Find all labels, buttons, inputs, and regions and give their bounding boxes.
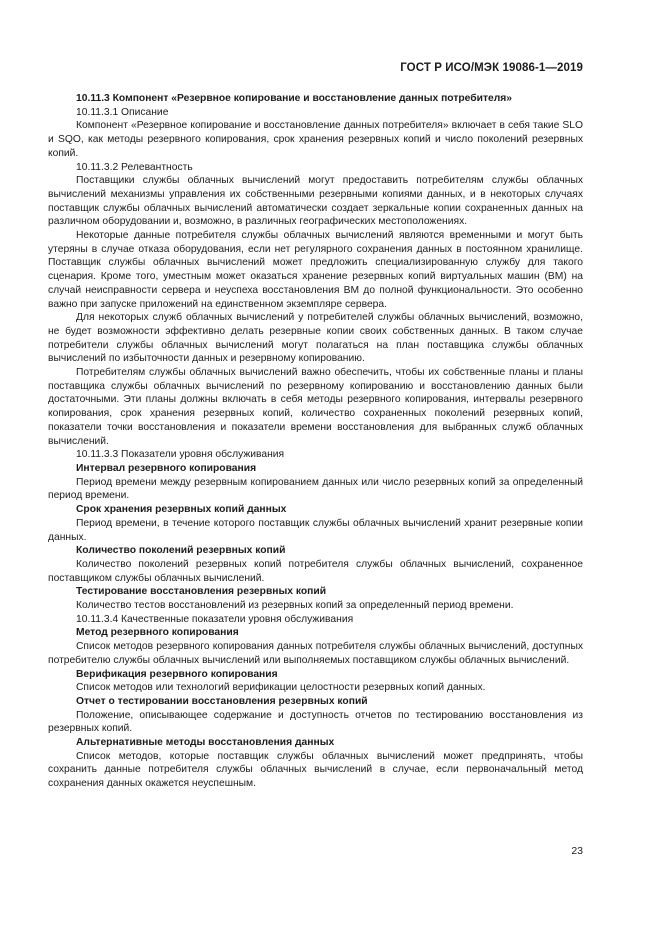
section-heading: 10.11.3 Компонент «Резервное копирование и восстановление данных потребителя» (76, 93, 512, 104)
body-paragraph: Количество тестов восстановлений из резервных копий за определенный период времени. (76, 600, 514, 612)
subheading: Отчет о тестировании восстановления резервных копий (76, 695, 368, 707)
body-paragraph: Список методов или технологий верификации целостности резервных копий данных. (76, 682, 486, 694)
page-number: 23 (571, 845, 583, 857)
section-number: 10.11.3.4 Качественные показатели уровня обслуживания (76, 613, 354, 625)
subheading: Метод резервного копирования (76, 627, 239, 639)
subheading: Тестирование восстановления резервных копий (76, 586, 327, 598)
body-paragraph: Период времени, в течение которого поставщик службы облачных вычислений хранит резервные копии данных. (48, 517, 583, 543)
subheading: Срок хранения резервных копий данных (76, 504, 287, 516)
body-paragraph: Для некоторых служб облачных вычислений у потребителей службы облачных вычислений, возможно, не будет возможности эффективно делать резервные копии своих собственных данных. В таком случае потребители службы облачных вычислений могут полагаться на план поставщика службы облачных вычислений по избыточности данных и резервному копированию. (48, 312, 583, 365)
body-paragraph: Количество поколений резервных копий потребителя службы облачных вычислений, сохраненное поставщиком службы облачных вычислений. (48, 558, 583, 584)
subheading: Альтернативные методы восстановления данных (76, 737, 335, 749)
body-paragraph: Период времени между резервным копированием данных или число резервных копий за определенный период времени. (48, 476, 583, 502)
body-paragraph: Список методов резервного копирования данных потребителя службы облачных вычислений, доступных потребителю службы облачных вычислений или выполняемых поставщиком службы облачных вычислений. (48, 641, 583, 666)
section-number: 10.11.3.3 Показатели уровня обслуживания (76, 449, 285, 461)
body-paragraph: Положение, описывающее содержание и доступность отчетов по тестированию восстановления из резервных копий. (48, 709, 583, 735)
subheading: Интервал резервного копирования (76, 462, 257, 474)
body-paragraph: Поставщики службы облачных вычислений могут предоставить потребителям службы облачных вычислений механизмы управления их собственными резервными копиями данных, и в некоторых случаях поставщик службы облачных вычислений автоматически создает зеркальные копии сохраненных данных на различном оборудовании и, возможно, в различных географических местоположениях. (48, 175, 583, 228)
subheading: Верификация резервного копирования (76, 668, 278, 680)
body-paragraph: Некоторые данные потребителя службы облачных вычислений являются временными и могут быть утеряны в случае отказа оборудования, если нет регулярного сохранения данных в постоянном хранилище. Поставщик службы облачных вычислений может предложить специализированную службу для такого сценария. Кроме того, уместным может оказаться хранение резервных копий виртуальных машин (ВМ) на случай неисправности сервера и неуспеха восстановления ВМ до полной функциональности. Это особенно важно при запуске приложений на единственном экземпляре сервера. (48, 230, 583, 310)
body-paragraph: Потребителям службы облачных вычислений важно обеспечить, чтобы их собственные планы и планы поставщика службы облачных вычислений по резервному копированию и восстановлению данных были достаточными. Эти планы должны включать в себя методы резервного копирования, интервалы резервного копирования, срок хранения резервных копий, количество сохраненных поколений резервных копий, показатели точки восстановления и показатели времени восстановления для выбранных служб облачных вычислений. (48, 367, 583, 447)
subheading: Количество поколений резервных копий (76, 545, 286, 557)
section-number: 10.11.3.2 Релевантность (76, 161, 193, 173)
document-body (48, 92, 583, 791)
body-paragraph: Компонент «Резервное копирование и восстановление данных потребителя» включает в себя такие SLO и SQO, как методы резервного копирования, срок хранения резервных копий и число поколений резервных копий. (48, 120, 583, 159)
section-number: 10.11.3.1 Описание (76, 106, 169, 118)
document-header: ГОСТ Р ИСО/МЭК 19086-1—2019 (400, 62, 583, 74)
body-paragraph: Список методов, которые поставщик службы облачных вычислений может предпринять, чтобы сохранить данные потребителя службы облачных вычислений в случае, если первоначальный метод сохранения данных окажется неуспешным. (48, 750, 583, 790)
